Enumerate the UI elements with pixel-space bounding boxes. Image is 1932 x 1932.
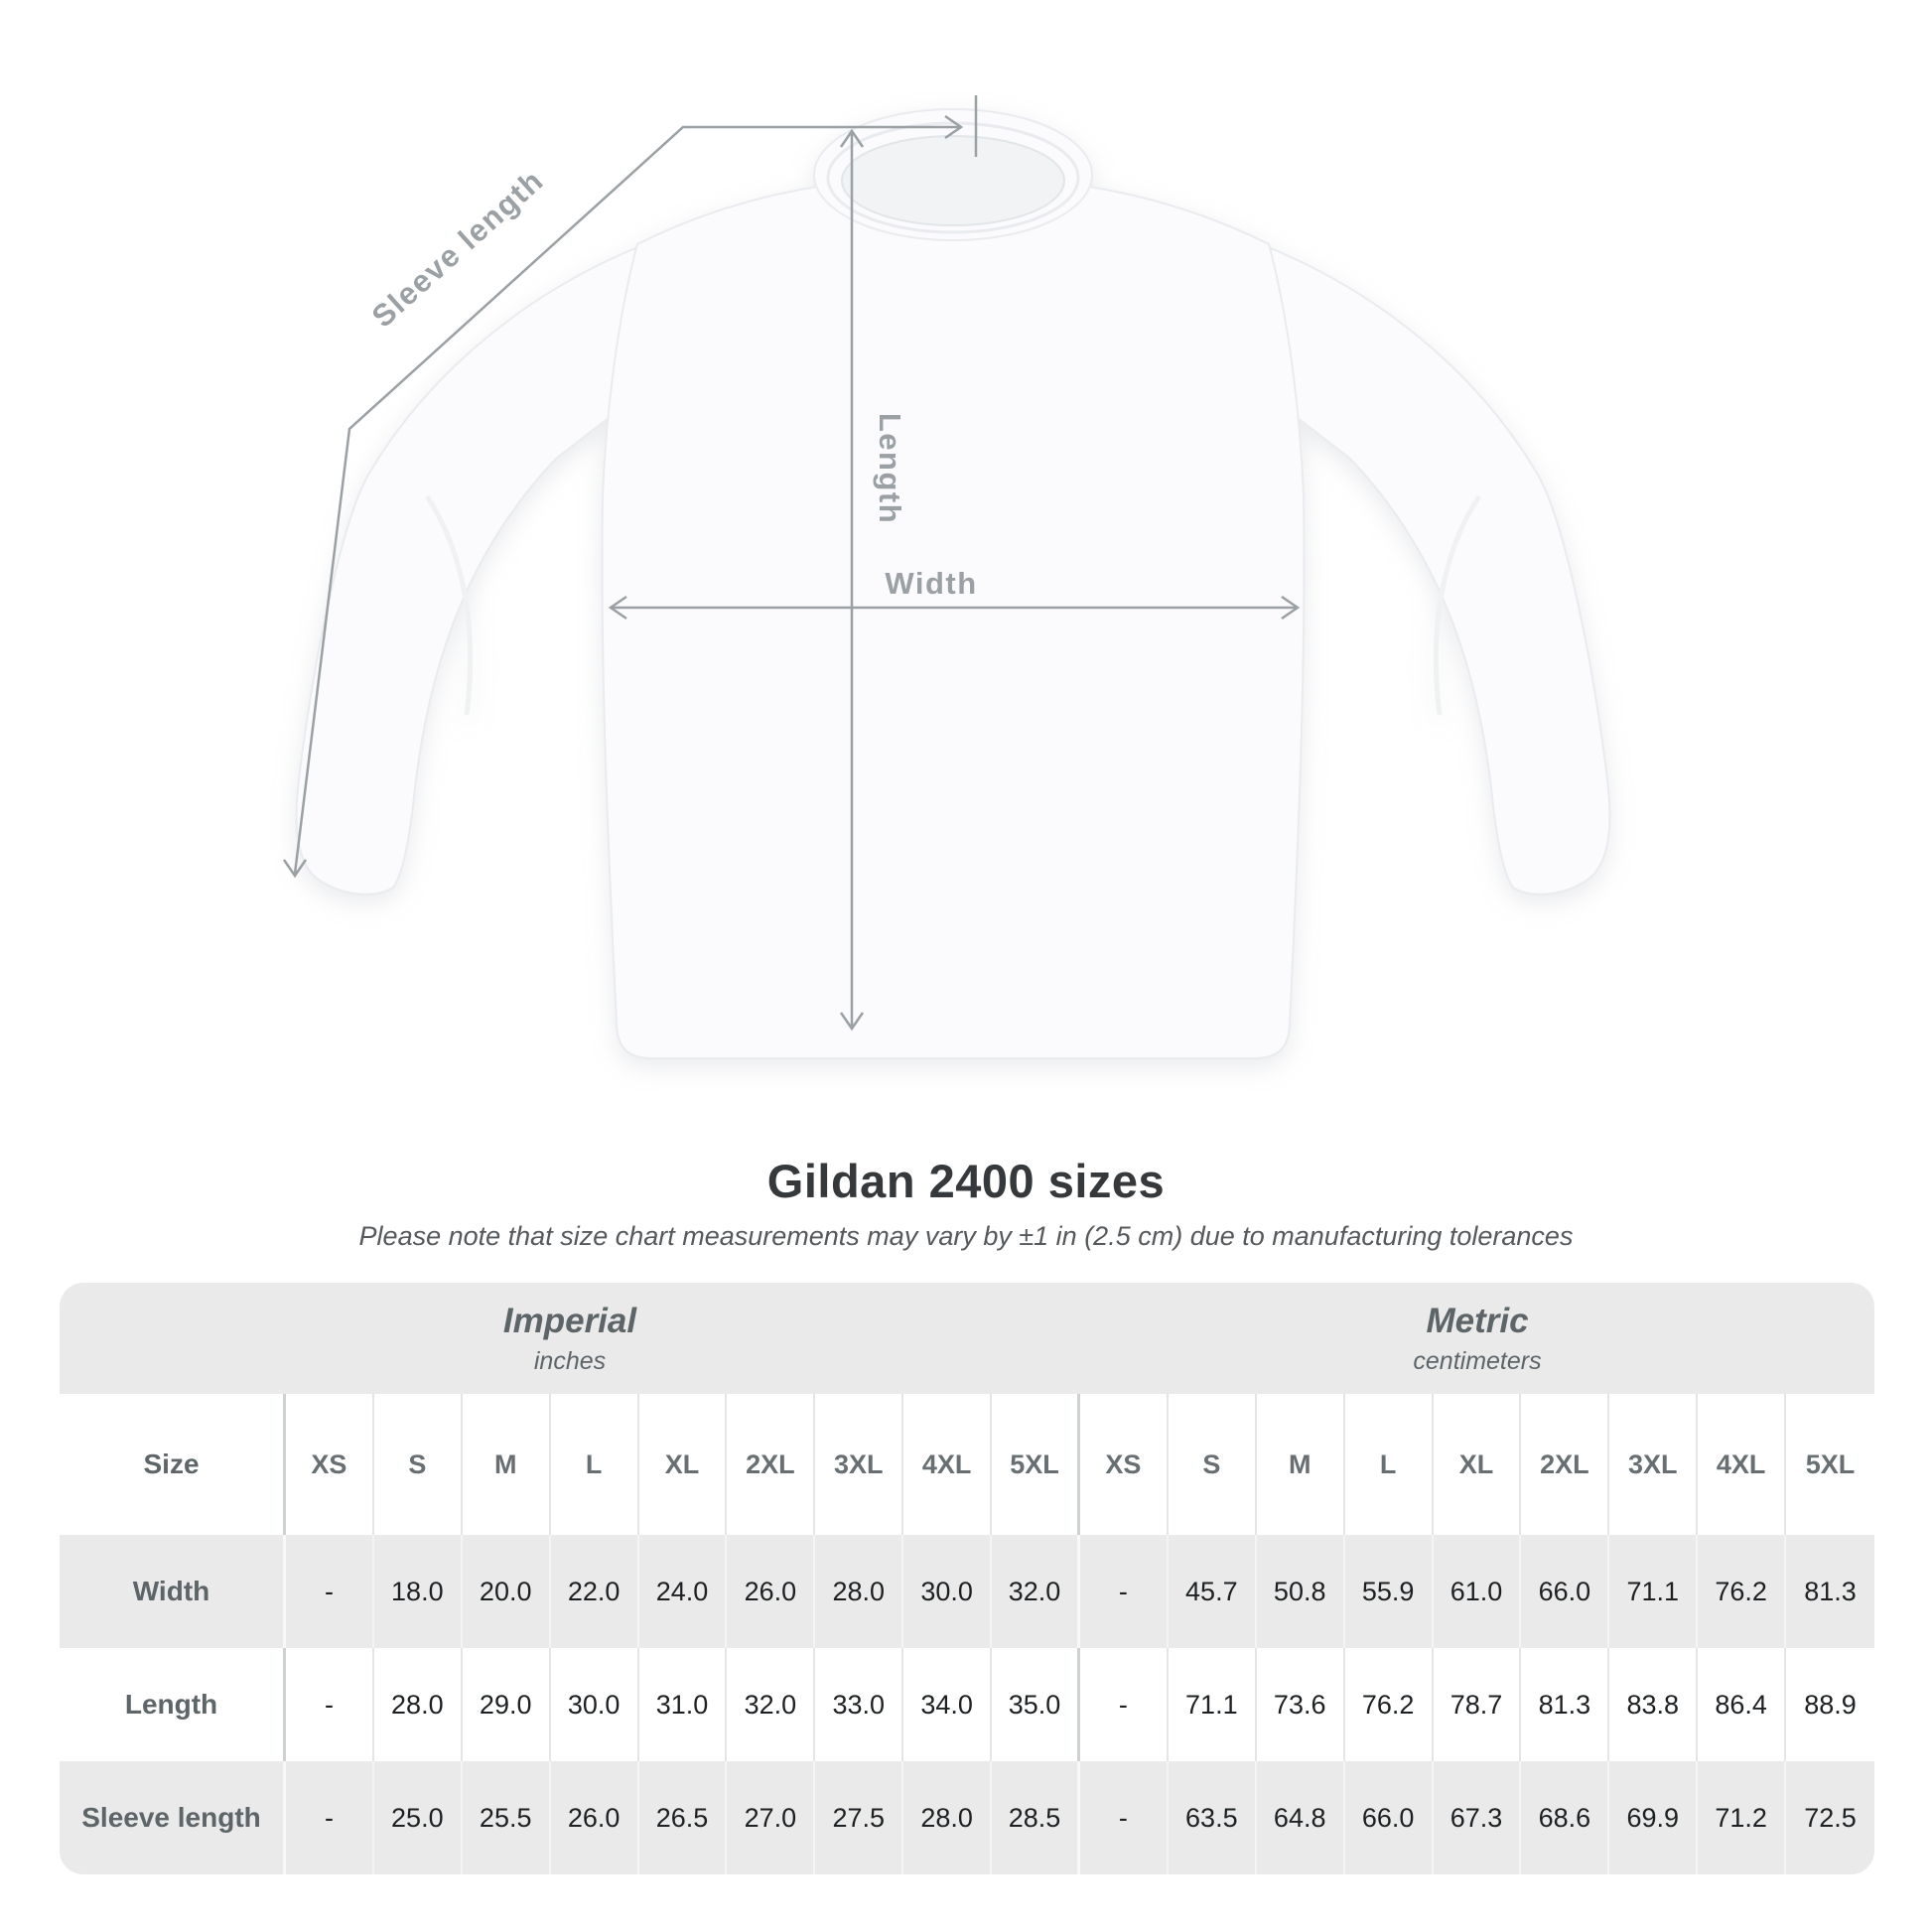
metric-group-header [1080, 1283, 1874, 1394]
unit-group-band [60, 1283, 1874, 1394]
size-table [60, 1283, 1874, 1874]
size-header-metric: 5XL [1805, 1449, 1856, 1479]
data-cell: 71.1 [1609, 1535, 1698, 1648]
data-cell: - [286, 1761, 374, 1874]
table-row-length [60, 1648, 1874, 1761]
table-row-width [60, 1535, 1874, 1648]
data-cell: 68.6 [1521, 1761, 1609, 1874]
size-header-metric: 4XL [1698, 1394, 1786, 1535]
data-cell: 81.3 [1786, 1535, 1874, 1648]
imperial-group-unit: inches [533, 1346, 607, 1375]
data-cell: 76.2 [1698, 1535, 1786, 1648]
data-cell: - [286, 1535, 374, 1648]
data-cell: 26.0 [727, 1535, 815, 1648]
size-header-metric: XL [1434, 1394, 1522, 1535]
shirt-left-sleeve [297, 248, 635, 895]
table-row-sleeve-length [60, 1761, 1874, 1874]
imperial-group-name: Imperial [502, 1301, 637, 1340]
size-header-imperial: 5XL [992, 1394, 1080, 1535]
data-cell: 66.0 [1345, 1761, 1434, 1874]
row-label: Length [60, 1648, 286, 1761]
data-cell: 28.0 [374, 1648, 463, 1761]
size-header-metric: S [1169, 1394, 1257, 1535]
data-cell: 88.9 [1804, 1689, 1857, 1720]
width-label: Width [885, 566, 978, 601]
data-cell: - [1080, 1761, 1169, 1874]
data-cell: 76.2 [1345, 1648, 1434, 1761]
data-cell: 30.0 [903, 1535, 992, 1648]
data-cell: 45.7 [1169, 1535, 1257, 1648]
data-cell: 25.5 [463, 1761, 551, 1874]
size-header-imperial: XS [286, 1394, 374, 1535]
data-cell: 27.5 [815, 1761, 903, 1874]
data-cell: 34.0 [903, 1648, 992, 1761]
data-cell: 55.9 [1345, 1535, 1434, 1648]
data-cell: 78.7 [1434, 1648, 1522, 1761]
data-cell: 26.0 [551, 1761, 639, 1874]
data-cell: 24.0 [639, 1535, 728, 1648]
data-cell: 71.1 [1169, 1648, 1257, 1761]
row-label: Width [60, 1535, 286, 1648]
length-label: Length [873, 412, 907, 525]
size-header-metric: XS [1080, 1394, 1169, 1535]
data-cell: 28.0 [903, 1761, 992, 1874]
data-cell: 64.8 [1257, 1761, 1345, 1874]
data-cell: 35.0 [992, 1648, 1080, 1761]
size-header-imperial: S [374, 1394, 463, 1535]
data-cell: 30.0 [551, 1648, 639, 1761]
metric-group-name: Metric [1426, 1301, 1529, 1340]
size-header-metric: M [1257, 1394, 1345, 1535]
data-cell: 26.5 [639, 1761, 728, 1874]
size-column-header: Size [60, 1394, 286, 1535]
data-cell: 81.3 [1521, 1648, 1609, 1761]
data-cell: 67.3 [1434, 1761, 1522, 1874]
size-header-imperial: L [551, 1394, 639, 1535]
data-cell: 18.0 [374, 1535, 463, 1648]
tolerance-note: Please note that size chart measurements may vary by ±1 in (2.5 cm) due to manufacturing tolerances [358, 1221, 1574, 1251]
data-cell: 63.5 [1169, 1761, 1257, 1874]
data-cell: 22.0 [551, 1535, 639, 1648]
size-header-imperial: XL [639, 1394, 728, 1535]
metric-group-unit: centimeters [1413, 1346, 1542, 1375]
data-cell: 29.0 [463, 1648, 551, 1761]
data-cell: 31.0 [639, 1648, 728, 1761]
data-cell: - [1080, 1648, 1169, 1761]
size-header-imperial: 3XL [815, 1394, 903, 1535]
data-cell: 71.2 [1698, 1761, 1786, 1874]
size-header-imperial: M [463, 1394, 551, 1535]
data-cell: 83.8 [1609, 1648, 1698, 1761]
shirt-right-sleeve [1271, 248, 1609, 895]
data-cell: 28.0 [815, 1535, 903, 1648]
sleeve-length-label: Sleeve length [364, 162, 551, 335]
row-label: Sleeve length [60, 1761, 286, 1874]
data-cell: 32.0 [992, 1535, 1080, 1648]
data-cell: 66.0 [1521, 1535, 1609, 1648]
data-cell: 50.8 [1257, 1535, 1345, 1648]
data-cell: 33.0 [815, 1648, 903, 1761]
data-cell: 72.5 [1786, 1761, 1874, 1874]
data-cell: 86.4 [1698, 1648, 1786, 1761]
size-header-imperial: 2XL [727, 1394, 815, 1535]
data-cell: 28.5 [992, 1761, 1080, 1874]
size-header-imperial: 4XL [903, 1394, 992, 1535]
data-cell: 27.0 [727, 1761, 815, 1874]
data-cell: 20.0 [463, 1535, 551, 1648]
shirt-body [602, 177, 1304, 1058]
size-header-metric: L [1345, 1394, 1434, 1535]
data-cell: - [286, 1648, 374, 1761]
table-header-row [60, 1394, 1874, 1535]
data-cell: - [1080, 1535, 1169, 1648]
size-header-metric: 3XL [1609, 1394, 1698, 1535]
data-cell: 25.0 [374, 1761, 463, 1874]
size-header-metric: 2XL [1521, 1394, 1609, 1535]
collar-opening [842, 136, 1064, 225]
page-title: Gildan 2400 sizes [766, 1155, 1166, 1207]
imperial-group-header [60, 1283, 1080, 1394]
data-cell: 61.0 [1434, 1535, 1522, 1648]
data-cell: 69.9 [1609, 1761, 1698, 1874]
data-cell: 73.6 [1257, 1648, 1345, 1761]
data-cell: 32.0 [727, 1648, 815, 1761]
